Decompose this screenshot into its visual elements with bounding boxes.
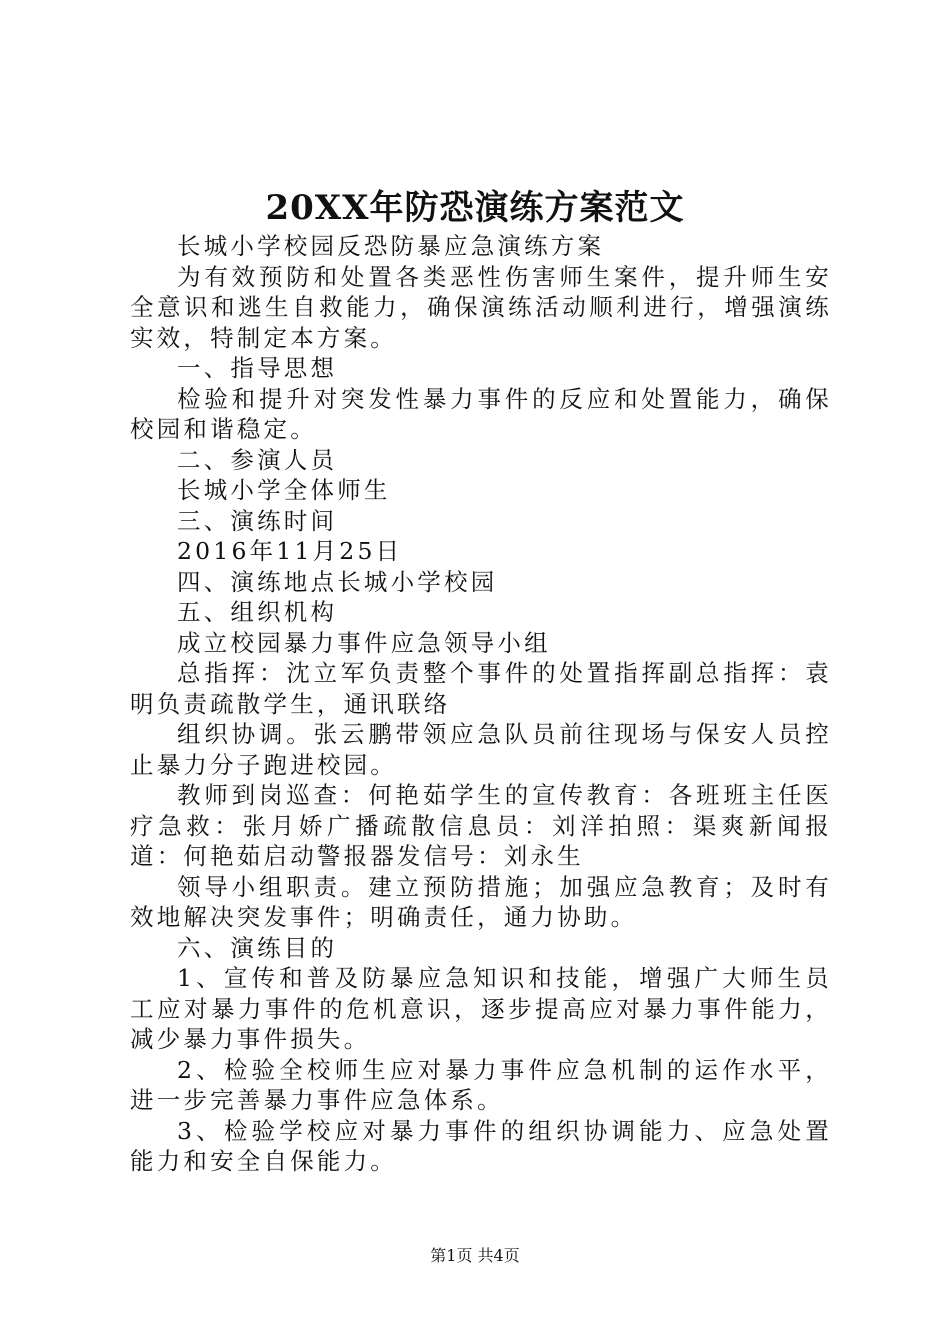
paragraph-purpose-1: 1、宣传和普及防暴应急知识和技能，增强广大师生员工应对暴力事件的危机意识，逐步提高应对暴力事件能力，减少暴力事件损失。 [130, 964, 832, 1053]
paragraph-leading-group: 成立校园暴力事件应急领导小组 [177, 628, 551, 657]
paragraph-participants: 长城小学全体师生 [177, 476, 391, 504]
paragraph-intro: 为有效预防和处置各类恶性伤害师生案件，提升师生安全意识和逃生自救能力，确保演练活动顺利进行，增强演练实效，特制定本方案。 [130, 262, 832, 352]
document-title: 20XX年防恐演练方案范文 [265, 188, 685, 228]
section-heading-guiding-idea: 一、指导思想 [177, 354, 338, 382]
section-heading-organization: 五、组织机构 [177, 598, 338, 626]
paragraph-purpose-2: 2、检验全校师生应对暴力事件应急机制的运作水平，进一步完善暴力事件应急体系。 [130, 1055, 832, 1114]
paragraph-coordination: 组织协调。张云鹏带领应急队员前往现场与保安人员控止暴力分子跑进校园。 [130, 720, 832, 779]
section-heading-drill-purpose: 六、演练目的 [177, 933, 338, 962]
document-body [130, 231, 832, 1177]
paragraph-subtitle: 长城小学校园反恐防暴应急演练方案 [177, 232, 605, 260]
paragraph-group-duties: 领导小组职责。建立预防措施；加强应急教育；及时有效地解决突发事件；明确责任，通力协助。 [130, 872, 832, 931]
paragraph-commander: 总指挥：沈立军负责整个事件的处置指挥副总指挥：袁明负责疏散学生，通讯联络 [130, 659, 832, 718]
section-heading-participants: 二、参演人员 [177, 445, 338, 474]
paragraph-drill-time: 2016年11月25日 [177, 537, 403, 565]
section-heading-drill-location: 四、演练地点长城小学校园 [177, 567, 498, 596]
paragraph-purpose-3: 3、检验学校应对暴力事件的组织协调能力、应急处置能力和安全自保能力。 [130, 1116, 832, 1175]
paragraph-staff-roles: 教师到岗巡查：何艳茹学生的宣传教育：各班班主任医疗急救：张月娇广播疏散信息员：刘洋拍照：渠爽新闻报道：何艳茹启动警报器发信号：刘永生 [130, 781, 832, 870]
paragraph-guiding-idea: 检验和提升对突发性暴力事件的反应和处置能力，确保校园和谐稳定。 [130, 384, 832, 443]
section-heading-drill-time: 三、演练时间 [177, 506, 338, 535]
page-number-footer: 第1页 共4页 [430, 1246, 520, 1265]
